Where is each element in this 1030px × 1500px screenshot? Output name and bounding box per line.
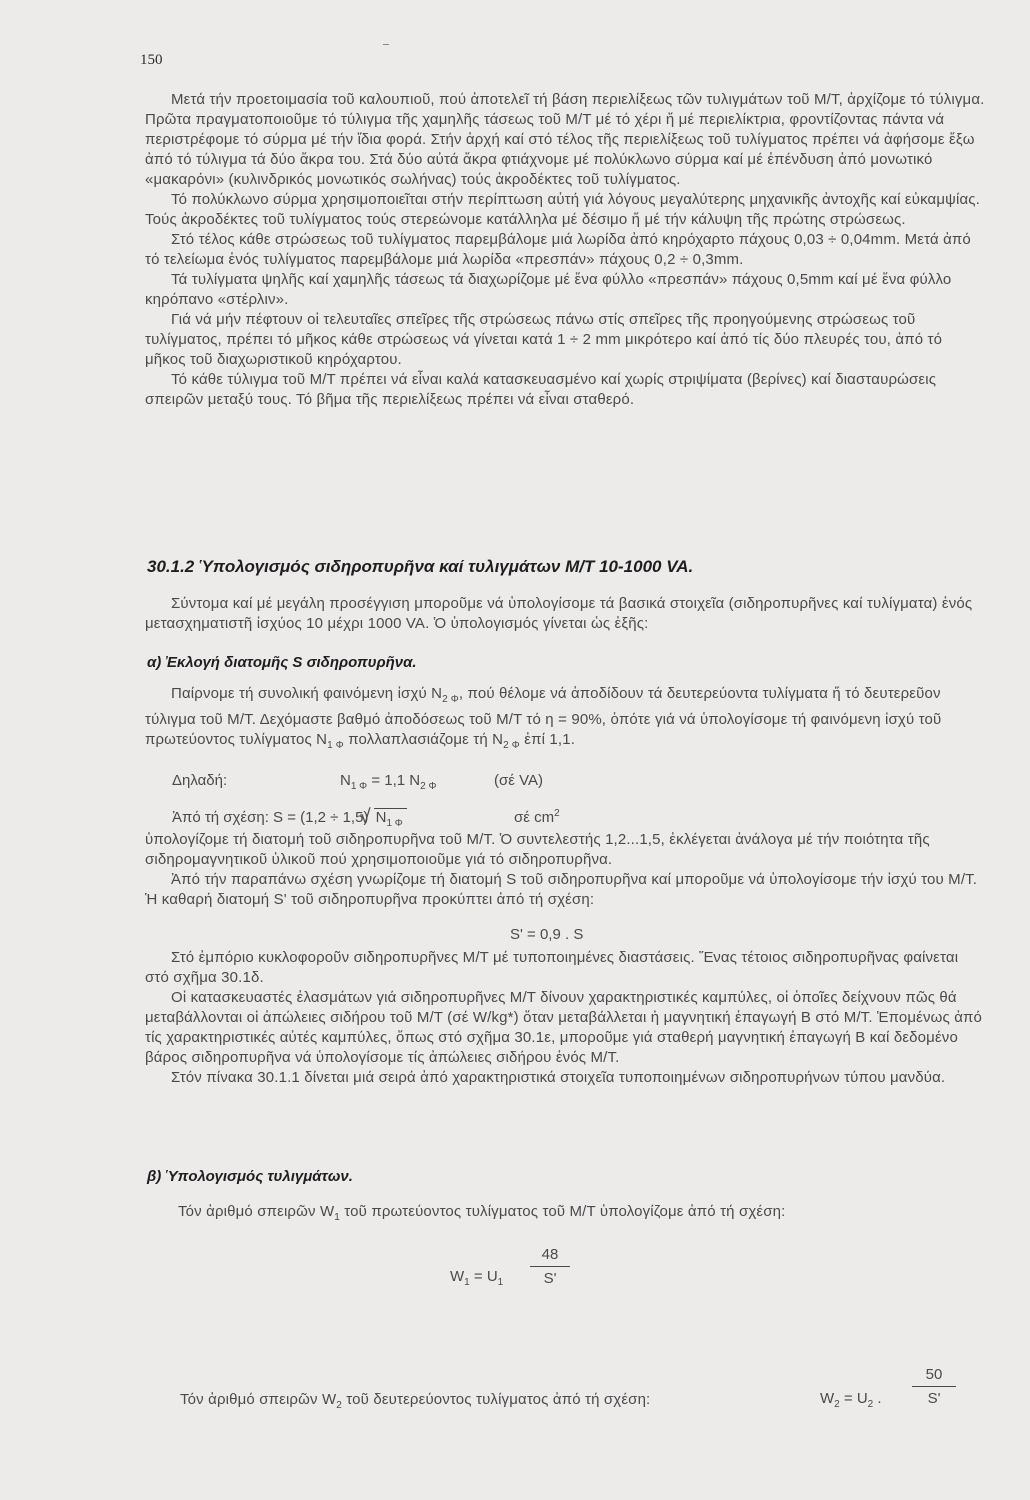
paragraph: Σύντομα καί μέ μεγάλη προσέγγιση μποροῦμε νά ὑπολογίσομε τά βασικά στοιχεῖα (σιδηροπυρῆνες καί τυλίγματα) ἑνός μετασχηματιστῆ ἰσχύος 10 μέχρι 1000 VA. Ὁ ὑπολογισμός γίνεται ὡς ἑξῆς: — [145, 595, 973, 632]
paragraph: Οἱ κατασκευαστές ἐλασμάτων γιά σιδηροπυρῆνες Μ/Τ δίνουν χαρακτηριστικές καμπύλες, οἱ ὁποῖες δείχνουν πῶς θά μεταβάλλονται οἱ ἀπώλειες σιδήρου τοῦ Μ/Τ (σέ W/kg*) ὅταν μεταβάλλεται ἡ μαγνητική ἐπαγωγή Β στό Μ/Τ. Ἑπομένως ἀπό τίς χαρακτηριστικές αὐτές καμπύλες, ὅπως στό σχῆμα 30.1ε, μποροῦμε γιά σταθερή μαγνητική ἐπαγωγή Β καί δεδομένο βάρος σιδηροπυρῆνα νά ὑπολογίσομε τίς ἀπώλειες σιδήρου ἑνός Μ/Τ. — [145, 989, 983, 1066]
paragraph: Μετά τήν προετοιμασία τοῦ καλουπιοῦ, πού ἀποτελεῖ τή βάση περιελίξεως τῶν τυλιγμάτων τοῦ Μ/Τ, ἀρχίζομε τό τύλιγμα. Πρῶτα πραγματοποιοῦμε τό τύλιγμα τῆς χαμηλῆς τάσεως τοῦ Μ/Τ μέ τό χέρι ἤ μέ περιελίκτρια, φροντίζοντας πάντα νά περιστρέφομε τό σύρμα μέ τήν ἴδια φορά. Στήν ἀρχή καί στό τέλος τῆς περιελίξεως τοῦ τυλίγματος πρέπει νά ἀφήσομε ἔξω ἀπό τό τύλιγμα τά δύο ἄκρα του. Στά δύο αὐτά ἄκρα φτιάχνομε μέ πολύκλωνο σύρμα καί μέ ἐπένδυση ἀπό μονωτικό «μακαρόνι» (κυλινδρικός μονωτικός σωλήνας) τούς ἀκροδέκτες τοῦ τυλίγματος. — [145, 91, 985, 188]
paragraph: Τόν ἀριθμό σπειρῶν $W_1$ τοῦ πρωτεύοντος τυλίγματος τοῦ Μ/Τ ὑπολογίζομε ἀπό τή σχέση: — [178, 1203, 786, 1223]
paragraph: Τό πολύκλωνο σύρμα χρησιμοποιεῖται στήν περίπτωση αὐτή γιά λόγους μεγαλύτερης μηχανικῆς ἀντοχῆς καί εὐκαμψίας. Τούς ἀκροδέκτες τοῦ τυλίγματος τούς στερεώνομε κατάλληλα μέ δέσιμο ἤ μέ τήν κάλυψη τῆς πρώτης στρώσεως. — [145, 191, 981, 228]
paragraph: Παίρνομε τή συνολική φαινόμενη ἰσχύ $N_{2 \Phi}$, πού θέλομε νά ἀποδίδουν τά δευτερεύοντα τυλίγματα ἤ τό δευτερεῦον τύλιγμα τοῦ Μ/Τ. Δεχόμαστε βαθμό ἀποδόσεως τοῦ Μ/Τ τό η = 90%, ὁπότε γιά νά ὑπολογίσομε τή φαινόμενη ἰσχύ τοῦ πρωτεύοντος τυλίγματος $N_{1 \Phi}$ πολλαπλασιάζομε τή $N_{2 \Phi}$ ἐπί 1,1. — [145, 685, 942, 751]
fraction-w1 — [530, 1246, 570, 1287]
formula-section-area: Ἀπό τή σχέση: S = (1,2 ÷ 1,5) √ $N_{1 \Phi}$ — [172, 808, 407, 829]
fraction-bar — [912, 1386, 956, 1387]
section-intro — [145, 594, 985, 634]
formula-unit: (σέ VA) — [494, 772, 543, 789]
paragraph: Τό κάθε τύλιγμα τοῦ Μ/Τ πρέπει νά εἶναι καλά κατασκευασμένο καί χωρίς στριψίματα (βερίνες) καί διασταυρώσεις σπειρῶν μεταξύ τους. Τό βῆμα τῆς περιελίξεως πρέπει νά εἶναι σταθερό. — [145, 371, 937, 408]
denominator: S' — [927, 1390, 941, 1407]
subsection-heading-b: β) Ὑπολογισμός τυλιγμάτων. — [147, 1168, 353, 1185]
page-number: 150 — [140, 52, 163, 68]
scan-mark — [383, 44, 389, 45]
section-heading: 30.1.2 Ὑπολογισμός σιδηροπυρῆνα καί τυλιγμάτων Μ/Τ 10-1000 VA. — [147, 557, 694, 576]
intro-section — [145, 90, 985, 410]
paragraph: Στό τέλος κάθε στρώσεως τοῦ τυλίγματος παρεμβάλομε μιά λωρίδα ἀπό κηρόχαρτο πάχους 0,03 ÷ 0,04mm. Μετά ἀπό τό τελείωμα ἑνός τυλίγματος παρεμβάλομε μιά λωρίδα «πρεσπάν» πάχους 0,2 ÷ 0,3mm. — [145, 231, 971, 268]
formula-w2: $W_2 = U_2$ . — [820, 1390, 882, 1410]
fraction-bar — [530, 1266, 570, 1267]
numerator: 48 — [541, 1246, 559, 1263]
numerator: 50 — [925, 1366, 943, 1383]
market-section — [145, 948, 985, 1088]
paragraph: Τά τυλίγματα ψηλῆς καί χαμηλῆς τάσεως τά διαχωρίζομε μέ ἕνα φύλλο «πρεσπάν» πάχους 0,5mm καί μέ ἕνα φύλλο κηρόπανο «στέρλιν». — [145, 271, 952, 308]
formula-net-section: S' = 0,9 . S — [510, 926, 584, 943]
subsection-heading-a: α) Ἐκλογή διατομῆς S σιδηροπυρῆνα. — [147, 654, 417, 671]
paragraph: Γιά νά μήν πέφτουν οἱ τελευταῖες σπεῖρες τῆς στρώσεως πάνω στίς σπεῖρες τῆς προηγούμενης στρώσεως τοῦ τυλίγματος, πρέπει τό μῆκος κάθε στρώσεως νά γίνεται κατά 1 ÷ 2 mm μικρότερο καί ἀπό τίς δύο πλευρές του, ἀπό τό μῆκος τοῦ διαχωριστικοῦ κηρόχαρτου. — [145, 311, 943, 368]
paragraph: Στόν πίνακα 30.1.1 δίνεται μιά σειρά ἀπό χαρακτηριστικά στοιχεῖα τυποποιημένων σιδηροπυρήνων τύπου μανδύα. — [171, 1069, 946, 1086]
denominator: S' — [543, 1270, 557, 1287]
fraction-w2 — [912, 1366, 956, 1407]
paragraph: ὑπολογίζομε τή διατομή τοῦ σιδηροπυρῆνα τοῦ Μ/Τ. Ὁ συντελεστής 1,2...1,5, ἐκλέγεται ἀνάλογα μέ τήν ποιότητα τῆς σιδηρομαγνητικοῦ ὑλικοῦ πού χρησιμοποιοῦμε γιά τό σιδηροπυρῆνα. — [145, 831, 930, 868]
formula-area-unit: σέ $cm^2$ — [514, 808, 560, 826]
formula-label: Δηλαδή: — [172, 772, 228, 789]
formula-n1: $N_{1 \Phi} = 1,1$ $N_{2 \Phi}$ — [340, 772, 437, 792]
paragraph: Στό ἐμπόριο κυκλοφοροῦν σιδηροπυρῆνες Μ/Τ μέ τυποποιημένες διαστάσεις. Ἕνας τέτοιος σιδηροπυρῆνας φαίνεται στό σχῆμα 30.1δ. — [145, 949, 959, 986]
core-section-text — [145, 830, 985, 910]
paragraph: Ἀπό τήν παραπάνω σχέση γνωρίζομε τή διατομή S τοῦ σιδηροπυρῆνα καί μποροῦμε νά ὑπολογίσομε τήν ἰσχύ του Μ/Τ. Ἡ καθαρή διατομή S' τοῦ σιδηροπυρῆνα προκύπτει ἀπό τή σχέση: — [145, 871, 978, 908]
power-paragraph — [145, 684, 985, 756]
formula-w1: $W_1 = U_1$ — [450, 1268, 504, 1288]
secondary-turns-text — [180, 1390, 800, 1416]
paragraph: Τόν ἀριθμό σπειρῶν $W_2$ τοῦ δευτερεύοντος τυλίγματος ἀπό τή σχέση: — [180, 1391, 651, 1411]
square-root: √ $N_{1 \Phi}$ — [374, 808, 407, 829]
primary-turns-text — [178, 1202, 998, 1228]
